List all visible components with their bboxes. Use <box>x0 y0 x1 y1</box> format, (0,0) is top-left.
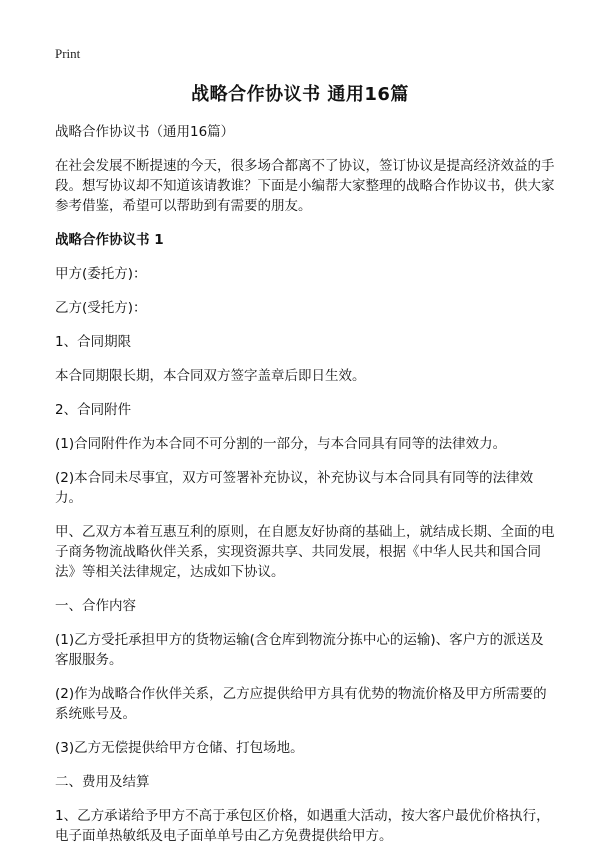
document-subtitle: 战略合作协议书（通用16篇） <box>55 124 235 140</box>
party-a-line: 甲方(委托方)： <box>55 266 147 282</box>
clause-heading: 二、费用及结算 <box>55 774 150 790</box>
document-title: 战略合作协议书 通用16篇 <box>191 84 409 105</box>
clause-heading: 1、合同期限 <box>55 334 132 350</box>
party-b-line: 乙方(受托方)： <box>55 300 147 316</box>
clause-paragraph: 1、乙方承诺给予甲方不高于承包区价格，如遇重大活动，按大客户最优价格执行，电子面单热敏纸及电子面单单号由乙方免费提供给甲方。 <box>55 808 550 844</box>
intro-paragraph: 在社会发展不断提速的今天，很多场合都离不了协议，签订协议是提高经济效益的手段。想写协议却不知道该请教谁？下面是小编帮大家整理的战略合作协议书，供大家参考借鉴，希望可以帮助到有需要的朋友。 <box>55 158 555 214</box>
clause-heading: 一、合作内容 <box>55 598 136 614</box>
document-body <box>55 122 555 860</box>
clause-paragraph: (2)本合同未尽事宜，双方可签署补充协议，补充协议与本合同具有同等的法律效力。 <box>55 470 534 506</box>
section-heading: 战略合作协议书 1 <box>55 232 164 248</box>
clause-heading: 2、合同附件 <box>55 402 132 418</box>
clause-paragraph: 本合同期限长期，本合同双方签字盖章后即日生效。 <box>55 368 366 384</box>
clause-paragraph: (3)乙方无偿提供给甲方仓储、打包场地。 <box>55 740 304 756</box>
agreement-paragraph: 甲、乙双方本着互惠互利的原则，在自愿友好协商的基础上，就结成长期、全面的电子商务物流战略伙伴关系，实现资源共享、共同发展，根据《中华人民共和国合同法》等相关法律规定，达成如下协议。 <box>55 524 555 580</box>
clause-paragraph: (2)作为战略合作伙伴关系，乙方应提供给甲方具有优势的物流价格及甲方所需要的系统账号及。 <box>55 686 547 722</box>
clause-paragraph: (1)乙方受托承担甲方的货物运输(含仓库到物流分拣中心的运输)、客户方的派送及客服服务。 <box>55 632 544 668</box>
print-label[interactable]: Print <box>55 46 81 61</box>
clause-paragraph: (1)合同附件作为本合同不可分割的一部分，与本合同具有同等的法律效力。 <box>55 436 507 452</box>
